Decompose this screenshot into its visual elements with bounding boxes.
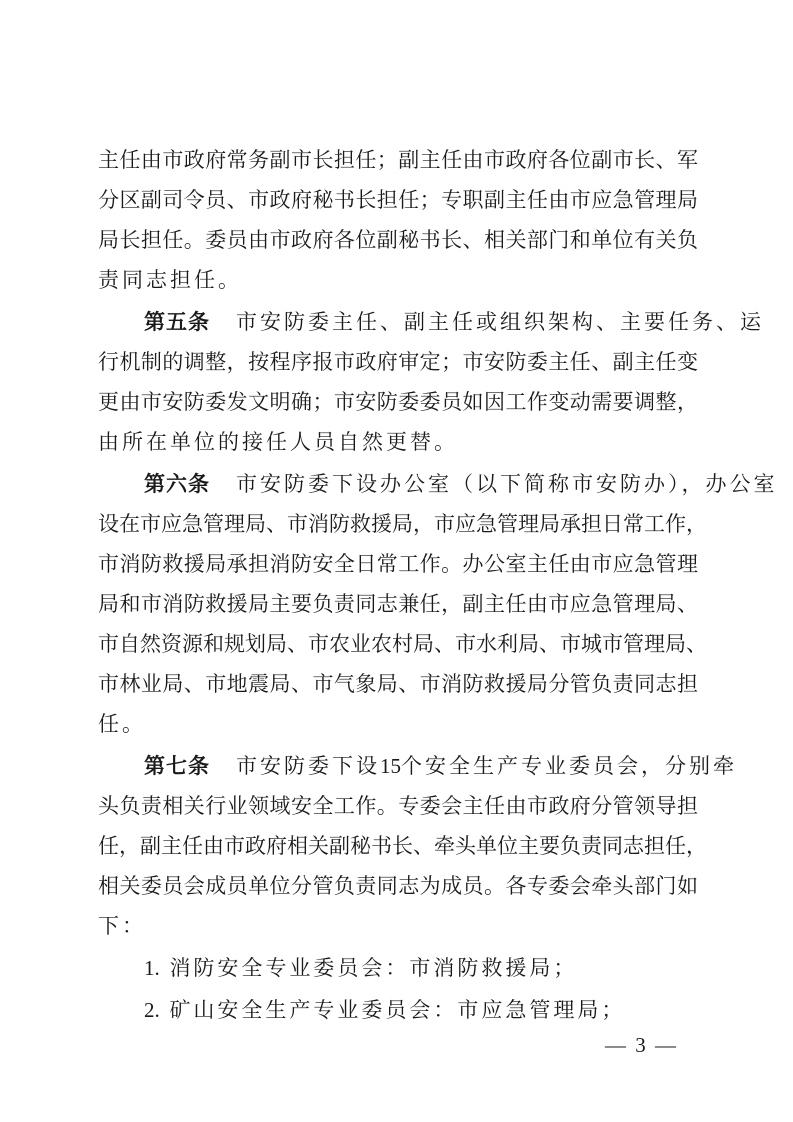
text-line: 任。 [98, 712, 146, 736]
text-span: 市安防委下设办公室（以下简称市安防办），办公室 [236, 472, 778, 496]
list-item-text: 矿山安全生产专业委员会：市应急管理局； [169, 998, 626, 1022]
text-span: 个安全生产专业委员会，分别牵 [401, 754, 737, 778]
text-line: 局和市消防救援局主要负责同志兼任，副主任由市应急管理局、 [98, 592, 698, 616]
text-line: 市消防救援局承担消防安全日常工作。办公室主任由市应急管理 [98, 552, 698, 576]
text-span: 市安防委下设 [236, 754, 380, 778]
list-item-number: 2. [144, 998, 160, 1022]
list-item-text: 消防安全专业委员会：市消防救援局； [169, 956, 578, 980]
committee-count: 15 [380, 754, 401, 778]
text-span: 市安防委主任、副主任或组织架构、主要任务、运 [236, 310, 764, 334]
article-7-heading: 第七条 [144, 754, 210, 778]
text-line: 主任由市政府常务副市长担任；副主任由市政府各位副市长、军 [98, 148, 698, 172]
list-item [144, 948, 698, 988]
article-5-heading: 第五条 [144, 310, 210, 334]
text-line: 分区副司令员、市政府秘书长担任；专职副主任由市应急管理局 [98, 188, 698, 212]
list-item [144, 990, 698, 1030]
text-line: 行机制的调整，按程序报市政府审定；市安防委主任、副主任变 [98, 350, 698, 374]
text-line: 市林业局、市地震局、市气象局、市消防救援局分管负责同志担 [98, 672, 698, 696]
text-line: 责同志担任。 [98, 268, 242, 292]
article-7-first-line [144, 746, 737, 786]
text-line: 下： [98, 914, 146, 938]
text-line: 由所在单位的接任人员自然更替。 [98, 430, 458, 454]
article-6-heading: 第六条 [144, 472, 210, 496]
text-line: 市自然资源和规划局、市农业农村局、市水利局、市城市管理局、 [98, 632, 707, 656]
text-line: 头负责相关行业领域安全工作。专委会主任由市政府分管领导担 [98, 794, 698, 818]
text-line: 更由市安防委发文明确；市安防委委员如因工作变动需要调整， [98, 390, 698, 414]
text-line: 相关委员会成员单位分管负责同志为成员。各专委会牵头部门如 [98, 874, 698, 898]
text-line: 局长担任。委员由市政府各位副秘书长、相关部门和单位有关负 [98, 228, 698, 252]
article-5-first-line [144, 302, 764, 342]
list-item-number: 1. [144, 956, 160, 980]
article-6-first-line [144, 464, 778, 504]
text-line: 任，副主任由市政府相关副秘书长、牵头单位主要负责同志担任， [98, 834, 707, 858]
text-line: 设在市应急管理局、市消防救援局，市应急管理局承担日常工作， [98, 512, 707, 536]
page-number: — 3 — [605, 1033, 678, 1057]
